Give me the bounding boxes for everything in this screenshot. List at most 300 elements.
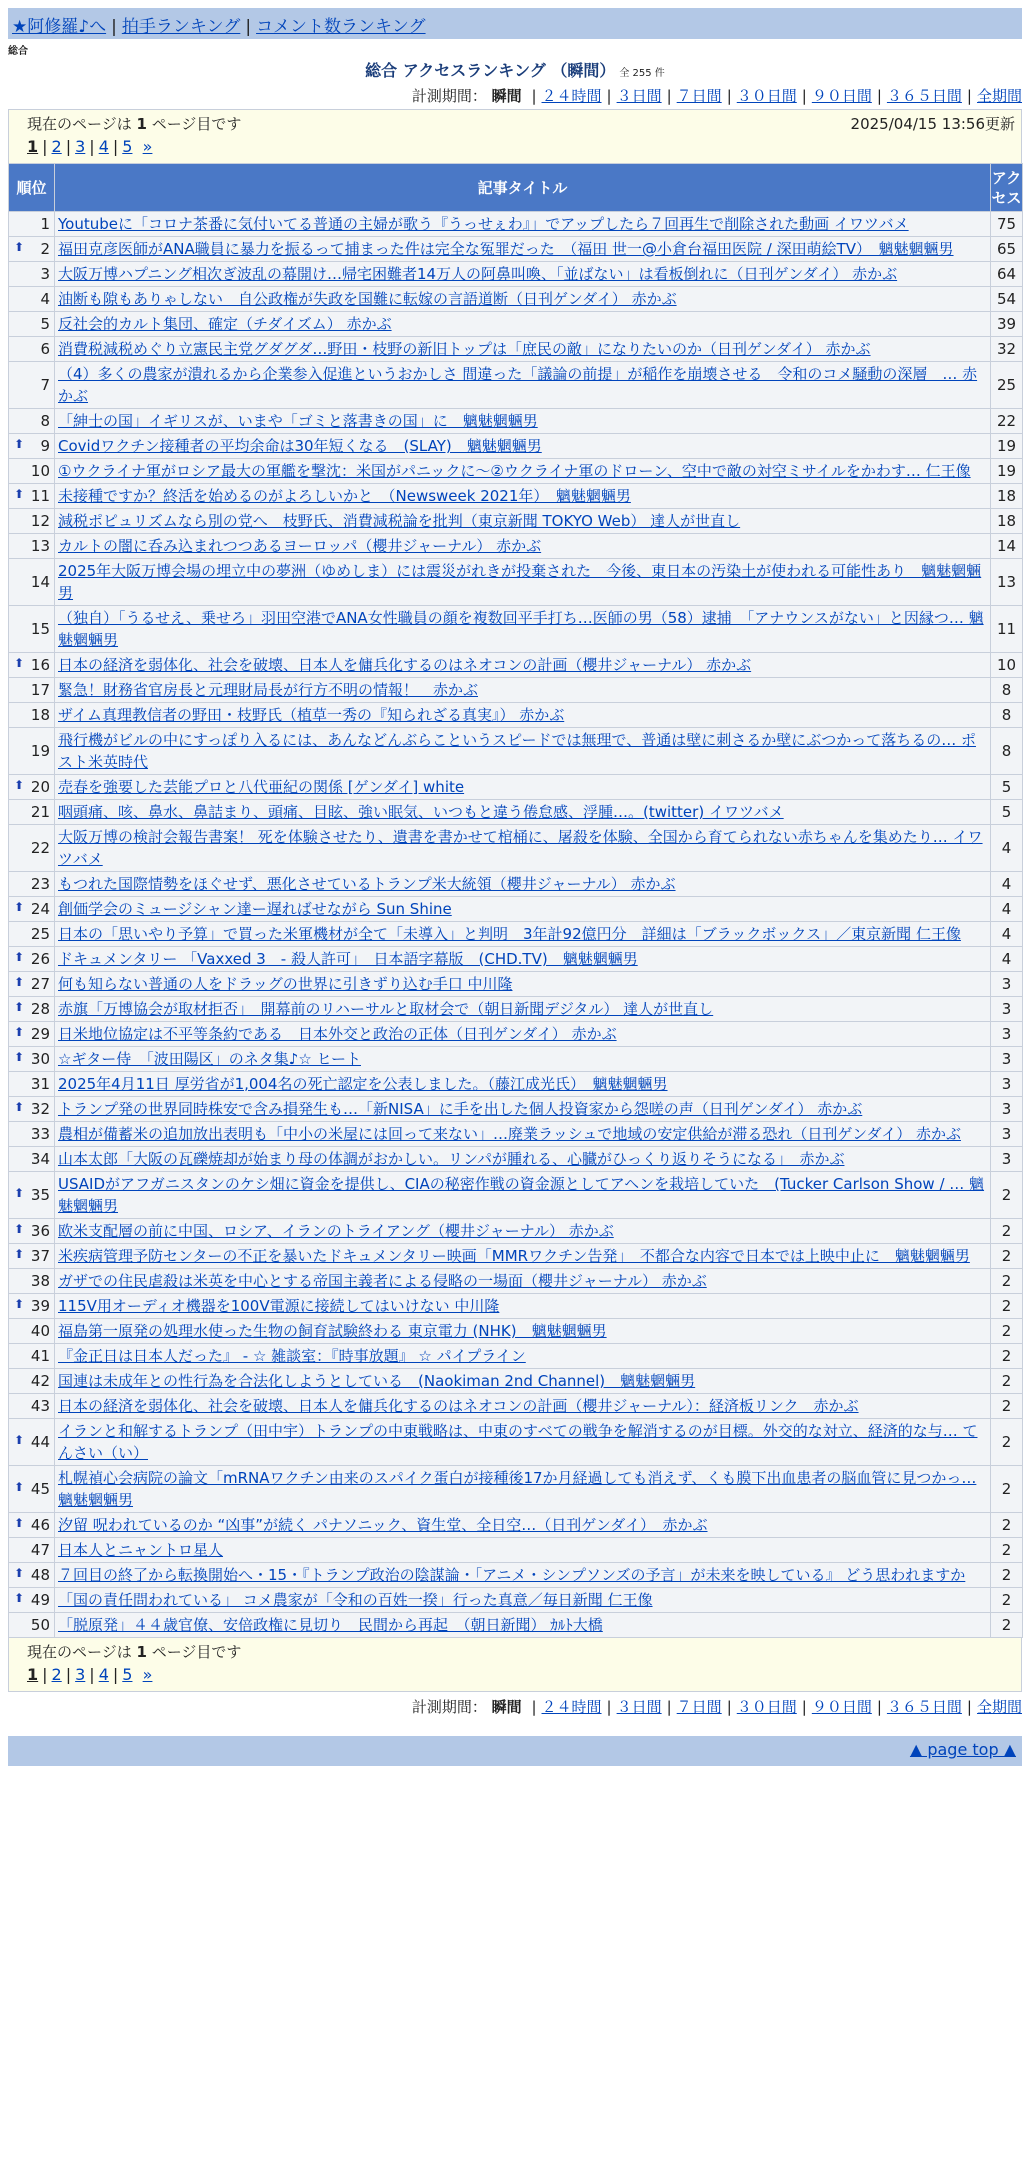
rank-number: 44: [30, 1433, 50, 1451]
up-arrow-icon: ⬆: [14, 950, 25, 964]
rank-number: 32: [30, 1100, 50, 1118]
rank-cell: [9, 1269, 55, 1294]
table-row: [9, 1344, 1023, 1369]
count-cell: 8: [991, 703, 1023, 728]
count-cell: 2: [991, 1613, 1023, 1638]
article-link[interactable]: カルトの闇に呑み込まれつつあるヨーロッパ（櫻井ジャーナル） 赤かぶ: [58, 537, 542, 555]
rank-number: 15: [30, 620, 50, 638]
rank-cell: [9, 872, 55, 897]
ranking-table-body: [9, 212, 1023, 1638]
page-link-2[interactable]: 2: [51, 1665, 62, 1684]
page-link-3[interactable]: 3: [75, 1665, 86, 1684]
title-cell: [55, 1269, 991, 1294]
title-cell: [55, 728, 991, 775]
rank-number: 31: [30, 1075, 50, 1093]
rank-cell: [9, 312, 55, 337]
article-link[interactable]: 減税ポピュリズムなら別の党へ 枝野氏、消費減税論を批判（東京新聞 TOKYO Web） 達人が世直し: [58, 512, 741, 530]
rank-number: 35: [30, 1186, 50, 1204]
count-cell: 2: [991, 1419, 1023, 1466]
rank-number: 34: [30, 1150, 50, 1168]
count-cell: 18: [991, 484, 1023, 509]
page-info-suffix: ページ目です: [146, 115, 242, 133]
table-row: [9, 484, 1023, 509]
title-cell: [55, 212, 991, 237]
table-row: [9, 922, 1023, 947]
rank-cell: [9, 1072, 55, 1097]
section-label: 総合: [8, 46, 28, 57]
count-cell: 3: [991, 1022, 1023, 1047]
count-cell: 54: [991, 287, 1023, 312]
article-link[interactable]: USAIDがアフガニスタンのケシ畑に資金を提供し、CIAの秘密作戦の資金源としてアヘンを栽培していた (Tucker Carlson Show / … 魑魅魍魎男: [58, 1175, 985, 1215]
rank-number: 13: [30, 537, 50, 555]
page-link-5[interactable]: 5: [122, 1665, 133, 1684]
count-cell: 14: [991, 534, 1023, 559]
rank-cell: [9, 287, 55, 312]
page-link-4[interactable]: 4: [98, 1665, 109, 1684]
count-cell: 2: [991, 1588, 1023, 1613]
article-link[interactable]: 反社会的カルト集団、確定（チダイズム） 赤かぶ: [58, 315, 392, 333]
period-link-2[interactable]: ３日間: [616, 87, 662, 105]
article-link[interactable]: ガザでの住民虐殺は米英を中心とする帝国主義者による侵略の一場面（櫻井ジャーナル） 赤かぶ: [58, 1272, 707, 1290]
table-row: [9, 972, 1023, 997]
article-link[interactable]: 売春を強要した芸能プロと八代亜紀の関係 [ゲンダイ] white: [58, 778, 465, 796]
article-link[interactable]: 札幌禎心会病院の論文「mRNAワクチン由来のスパイク蛋白が接種後17か月経過しても消えず、くも膜下出血患者の脳血管に見つかっ… 魑魅魍魎男: [58, 1469, 977, 1509]
count-cell: 75: [991, 212, 1023, 237]
up-arrow-icon: ⬆: [14, 778, 25, 792]
article-link[interactable]: 「脱原発」４４歳官僚、安倍政権に見切り 民間から再起 （朝日新聞） ｶﾙﾄ大橋: [58, 1616, 603, 1634]
table-row: [9, 1147, 1023, 1172]
period-link-4[interactable]: ３０日間: [736, 1698, 797, 1716]
page-link-2[interactable]: 2: [51, 137, 62, 156]
period-separator: |: [606, 87, 612, 105]
pagination-bottom: [27, 1663, 1003, 1687]
article-link[interactable]: 緊急！財務省官房長と元理財局長が行方不明の情報！ 赤かぶ: [58, 681, 479, 699]
rank-cell: [9, 1344, 55, 1369]
article-link[interactable]: 赤旗「万博協会が取材拒否」 開幕前のリハーサルと取材会で（朝日新聞デジタル） 達人が世直し: [58, 1000, 714, 1018]
rank-number: 20: [30, 778, 50, 796]
article-link[interactable]: 何も知らない普通の人をドラッグの世界に引きずり込む手口 中川隆: [58, 975, 513, 993]
count-cell: 64: [991, 262, 1023, 287]
article-link[interactable]: 咽頭痛、咳、鼻水、鼻詰まり、頭痛、目眩、強い眠気、いつもと違う倦怠感、浮腫…。(twitter) イワツバメ: [58, 803, 784, 821]
title-cell: [55, 459, 991, 484]
rank-cell: [9, 800, 55, 825]
rank-number: 29: [30, 1025, 50, 1043]
title-cell: [55, 972, 991, 997]
article-link[interactable]: 福島第一原発の処理水使った生物の飼育試験終わる 東京電力 (NHK) 魑魅魍魎男: [58, 1322, 607, 1340]
count-cell: 2: [991, 1219, 1023, 1244]
table-row: [9, 1369, 1023, 1394]
table-row: [9, 434, 1023, 459]
up-arrow-icon: ⬆: [14, 1025, 25, 1039]
home-link[interactable]: ★阿修羅♪へ: [12, 17, 107, 37]
page-next-link[interactable]: »: [142, 137, 153, 156]
count-cell: 2: [991, 1294, 1023, 1319]
rank-number: 40: [30, 1322, 50, 1340]
table-row: [9, 1244, 1023, 1269]
article-link[interactable]: 『金正日は日本人だった』 - ☆ 雑談室：『時事放題』 ☆ パイプライン: [58, 1347, 526, 1365]
article-link[interactable]: 日本の経済を弱体化、社会を破壊、日本人を傭兵化するのはネオコンの計画（櫻井ジャーナル）：経済板リンク 赤かぶ: [58, 1397, 859, 1415]
title-cell: [55, 825, 991, 872]
rank-cell: [9, 484, 55, 509]
count-cell: 18: [991, 509, 1023, 534]
page-top-link[interactable]: ▲ page top ▲: [909, 1740, 1016, 1759]
rank-number: 2: [40, 240, 50, 258]
article-link[interactable]: 2025年大阪万博会場の埋立中の夢洲（ゆめしま）には震災がれきが投棄された 今後、東日本の汚染土が使われる可能性あり 魑魅魍魎男: [58, 562, 982, 602]
rank-cell: [9, 775, 55, 800]
rank-number: 7: [40, 376, 50, 394]
count-cell: 4: [991, 872, 1023, 897]
rank-number: 45: [30, 1480, 50, 1498]
table-row: [9, 825, 1023, 872]
rank-cell: [9, 1172, 55, 1219]
period-separator: |: [876, 1698, 882, 1716]
rank-number: 14: [30, 573, 50, 591]
table-row: [9, 312, 1023, 337]
table-row: [9, 728, 1023, 775]
period-separator: |: [666, 1698, 672, 1716]
count-cell: 2: [991, 1369, 1023, 1394]
count-cell: 2: [991, 1563, 1023, 1588]
article-link[interactable]: 2025年4月11日 厚労省が1,004名の死亡認定を公表しました。（藤江成光氏） 魑魅魍魎男: [58, 1075, 668, 1093]
rank-cell: [9, 678, 55, 703]
count-cell: 2: [991, 1244, 1023, 1269]
period-link-7[interactable]: 全期間: [976, 1698, 1022, 1716]
period-selector-top: [0, 83, 1030, 109]
count-cell: 2: [991, 1466, 1023, 1513]
table-row: [9, 1538, 1023, 1563]
article-link[interactable]: （4）多くの農家が潰れるから企業参入促進というおかしさ 間違った「議論の前提」が稲作を崩壊させる 令和のコメ騒動の深層 … 赤かぶ: [58, 365, 978, 405]
rank-cell: [9, 947, 55, 972]
article-link[interactable]: ザイム真理教信者の野田・枝野氏（植草一秀の『知られざる真実』） 赤かぶ: [58, 706, 565, 724]
rank-number: 49: [30, 1591, 50, 1609]
table-row: [9, 1072, 1023, 1097]
title-cell: [55, 997, 991, 1022]
rank-cell: [9, 1394, 55, 1419]
article-link[interactable]: 日本の「思いやり予算」で買った米軍機材が全て「未導入」と判明 3年計92億円分 詳細は「ブラックボックス」／東京新聞 仁王像: [58, 925, 961, 943]
period-link-4[interactable]: ３０日間: [736, 87, 797, 105]
pagination-top: [27, 135, 1003, 159]
article-link[interactable]: 日本人とニャントロ星人: [58, 1541, 224, 1559]
top-nav-bar: [8, 8, 1022, 39]
article-link[interactable]: ７回目の終了から転換開始へ・15・『トランプ政治の陰謀論・「アニメ・シンプソンズの予言」が未来を映している』 どう思われますか: [58, 1566, 966, 1584]
period-selector-bottom: [0, 1694, 1030, 1720]
count-cell: 8: [991, 678, 1023, 703]
table-row: [9, 606, 1023, 653]
period-separator: |: [726, 87, 732, 105]
count-cell: 32: [991, 337, 1023, 362]
table-row: [9, 1419, 1023, 1466]
rank-cell: [9, 509, 55, 534]
rank-number: 9: [40, 437, 50, 455]
table-row: [9, 1294, 1023, 1319]
article-link[interactable]: 山本太郎「大阪の瓦礫焼却が始まり母の体調がおかしい。リンパが腫れる、心臓がひっくり返りそうになる」 赤かぶ: [58, 1150, 845, 1168]
page-separator: |: [42, 1665, 48, 1684]
article-link[interactable]: 福田克彦医師がANA職員に暴力を振るって捕まった件は完全な冤罪だった （福田 世一@小倉台福田医院 / 深田萌絵TV） 魑魅魍魎男: [58, 240, 954, 258]
period-link-3[interactable]: ７日間: [676, 1698, 722, 1716]
table-row: [9, 534, 1023, 559]
page-link-5[interactable]: 5: [122, 137, 133, 156]
up-arrow-icon: ⬆: [14, 1100, 25, 1114]
title-header: 記事タイトル: [55, 164, 991, 212]
table-row: [9, 1513, 1023, 1538]
table-row: [9, 872, 1023, 897]
title-cell: [55, 1122, 991, 1147]
rank-number: 50: [30, 1616, 50, 1634]
page-info-prefix: 現在のページは: [27, 115, 137, 133]
rank-cell: [9, 1147, 55, 1172]
article-link[interactable]: もつれた国際情勢をほぐせず、悪化させているトランプ米大統領（櫻井ジャーナル） 赤かぶ: [58, 875, 676, 893]
title-cell: [55, 947, 991, 972]
comment-ranking-link[interactable]: コメント数ランキング: [256, 17, 426, 37]
rank-number: 38: [30, 1272, 50, 1290]
table-row: [9, 1394, 1023, 1419]
table-row: [9, 509, 1023, 534]
period-separator: |: [606, 1698, 612, 1716]
rank-cell: [9, 1419, 55, 1466]
page-separator: |: [42, 137, 48, 156]
rank-number: 22: [30, 839, 50, 857]
article-link[interactable]: 欧米支配層の前に中国、ロシア、イランのトライアング（櫻井ジャーナル） 赤かぶ: [58, 1222, 614, 1240]
count-cell: 3: [991, 972, 1023, 997]
article-link[interactable]: 国連は未成年との性行為を合法化しようとしている (Naokiman 2nd Channel) 魑魅魍魎男: [58, 1372, 696, 1390]
article-link[interactable]: 日米地位協定は不平等条約である 日本外交と政治の正体（日刊ゲンダイ） 赤かぶ: [58, 1025, 617, 1043]
table-row: [9, 678, 1023, 703]
rank-number: 36: [30, 1222, 50, 1240]
rank-number: 10: [30, 462, 50, 480]
count-cell: 3: [991, 1072, 1023, 1097]
article-link[interactable]: 日本の経済を弱体化、社会を破壊、日本人を傭兵化するのはネオコンの計画（櫻井ジャーナル） 赤かぶ: [58, 656, 752, 674]
rank-cell: [9, 559, 55, 606]
period-label: 計測期間：: [411, 1698, 487, 1716]
rank-cell: [9, 1588, 55, 1613]
article-link[interactable]: トランプ発の世界同時株安で含み損発生も…「新NISA」に手を出した個人投資家から怨嗟の声（日刊ゲンダイ） 赤かぶ: [58, 1100, 863, 1118]
article-link[interactable]: 飛行機がビルの中にすっぽり入るには、あんなどんぶらこというスピードでは無理で、普通は壁に刺さるか壁にぶつかって落ちるの… ポスト米英時代: [58, 731, 976, 771]
article-link[interactable]: ☆ギター侍 「波田陽区」のネタ集♪☆ ヒート: [58, 1050, 361, 1068]
page-info-suffix: ページ目です: [146, 1643, 242, 1661]
table-row: [9, 1172, 1023, 1219]
title-cell: [55, 1563, 991, 1588]
count-cell: 19: [991, 459, 1023, 484]
table-row: [9, 409, 1023, 434]
up-arrow-icon: ⬆: [14, 1050, 25, 1064]
period-separator: |: [966, 1698, 972, 1716]
period-link-1[interactable]: ２４時間: [541, 87, 602, 105]
rank-cell: [9, 728, 55, 775]
article-link[interactable]: 「紳士の国」イギリスが、いまや「ゴミと落書きの国」に 魑魅魍魎男: [58, 412, 538, 430]
article-link[interactable]: 「国の責任問われている」 コメ農家が「令和の百姓一揆」行った真意／毎日新聞 仁王像: [58, 1591, 653, 1609]
title-cell: [55, 534, 991, 559]
table-row: [9, 1319, 1023, 1344]
count-cell: 2: [991, 1538, 1023, 1563]
title-cell: [55, 409, 991, 434]
rank-number: 47: [30, 1541, 50, 1559]
count-cell: 25: [991, 362, 1023, 409]
rank-number: 28: [30, 1000, 50, 1018]
period-link-5[interactable]: ９０日間: [811, 1698, 872, 1716]
count-cell: 3: [991, 1047, 1023, 1072]
title-cell: [55, 337, 991, 362]
rank-cell: [9, 703, 55, 728]
page-separator: |: [112, 137, 119, 156]
rank-cell: [9, 534, 55, 559]
article-link[interactable]: ドキュメンタリー 「Vaxxed 3 - 殺人許可」 日本語字幕版 (CHD.TV) 魑魅魍魎男: [58, 950, 638, 968]
page-separator: |: [112, 1665, 119, 1684]
title-cell: [55, 1344, 991, 1369]
rank-cell: [9, 1319, 55, 1344]
rank-number: 41: [30, 1347, 50, 1365]
period-label: 計測期間：: [411, 87, 487, 105]
title-cell: [55, 678, 991, 703]
period-links: [526, 87, 1022, 105]
title-cell: [55, 1294, 991, 1319]
title-cell: [55, 1369, 991, 1394]
table-row: [9, 1047, 1023, 1072]
up-arrow-icon: ⬆: [14, 487, 25, 501]
article-link[interactable]: 消費税減税めぐり立憲民主党グダグダ…野田・枝野の新旧トップは「庶民の敵」になりたいのか（日刊ゲンダイ） 赤かぶ: [58, 340, 871, 358]
page-separator: |: [89, 1665, 95, 1684]
count-cell: 4: [991, 825, 1023, 872]
article-link[interactable]: Covidワクチン接種者の平均余命は30年短くなる (SLAY) 魑魅魍魎男: [58, 437, 542, 455]
count-cell: 39: [991, 312, 1023, 337]
count-cell: 2: [991, 1172, 1023, 1219]
article-link[interactable]: 大阪万博の検討会報告書案！ 死を体験させたり、遺書を書かせて棺桶に、屠殺を体験、全国から育てられない赤ちゃんを集めたり… イワツバメ: [58, 828, 983, 868]
rank-cell: [9, 409, 55, 434]
title-cell: [55, 287, 991, 312]
title-cell: [55, 262, 991, 287]
table-row: [9, 1613, 1023, 1638]
title-cell: [55, 1613, 991, 1638]
up-arrow-icon: ⬆: [14, 1247, 25, 1261]
count-cell: 10: [991, 653, 1023, 678]
page-title-line: [0, 59, 1030, 83]
rank-number: 17: [30, 681, 50, 699]
period-link-2[interactable]: ３日間: [616, 1698, 662, 1716]
title-cell: [55, 775, 991, 800]
article-link[interactable]: 創価学会のミュージシャン達ー遅ればせながら Sun Shine: [58, 900, 452, 918]
rank-cell: [9, 459, 55, 484]
rank-number: 21: [30, 803, 50, 821]
table-row: [9, 1269, 1023, 1294]
title-cell: [55, 1172, 991, 1219]
title-cell: [55, 362, 991, 409]
article-link[interactable]: （独自）「うるせえ、乗せろ」羽田空港でANA女性職員の顔を複数回平手打ち…医師の男（58）逮捕 「アナウンスがない」と因縁つ… 魑魅魍魎男: [58, 609, 984, 649]
rank-cell: [9, 1122, 55, 1147]
period-link-3[interactable]: ７日間: [676, 87, 722, 105]
applause-ranking-link[interactable]: 拍手ランキング: [121, 17, 241, 37]
page-info-number: 1: [136, 115, 147, 133]
article-link[interactable]: 油断も隙もありゃしない 自公政権が失政を国難に転嫁の言語道断（日刊ゲンダイ） 赤かぶ: [58, 290, 677, 308]
count-cell: 3: [991, 1122, 1023, 1147]
ranking-table: [8, 163, 1023, 1638]
title-cell: [55, 653, 991, 678]
table-row: [9, 212, 1023, 237]
rank-number: 12: [30, 512, 50, 530]
footer-bar: [8, 1736, 1022, 1766]
table-row: [9, 703, 1023, 728]
period-link-7[interactable]: 全期間: [976, 87, 1022, 105]
rank-cell: [9, 1294, 55, 1319]
article-link[interactable]: Youtubeに「コロナ茶番に気付いてる普通の主婦が歌う『うっせぇわ』」でアップしたら７回再生で削除された動画 イワツバメ: [58, 215, 909, 233]
title-cell: [55, 897, 991, 922]
article-link[interactable]: ①ウクライナ軍がロシア最大の軍艦を撃沈：米国がパニックに～②ウクライナ軍のドローン、空中で敵の対空ミサイルをかわす… 仁王像: [58, 462, 971, 480]
article-link[interactable]: 大阪万博ハプニング相次ぎ波乱の幕開け…帰宅困難者14万人の阿鼻叫喚、「並ばない」は看板倒れに（日刊ゲンダイ） 赤かぶ: [58, 265, 898, 283]
rank-cell: [9, 237, 55, 262]
count-cell: 2: [991, 1394, 1023, 1419]
table-row: [9, 1022, 1023, 1047]
up-arrow-icon: ⬆: [14, 1222, 25, 1236]
article-link[interactable]: 農相が備蓄米の追加放出表明も「中小の米屋には回って来ない」…廃業ラッシュで地域の安定供給が滞る恐れ（日刊ゲンダイ） 赤かぶ: [58, 1125, 961, 1143]
period-link-5[interactable]: ９０日間: [811, 87, 872, 105]
count-cell: 5: [991, 775, 1023, 800]
table-row: [9, 237, 1023, 262]
page-link-3[interactable]: 3: [75, 137, 86, 156]
table-header-row: [9, 164, 1023, 212]
table-row: [9, 362, 1023, 409]
rank-cell: [9, 922, 55, 947]
rank-number: 26: [30, 950, 50, 968]
period-link-6[interactable]: ３６５日間: [886, 1698, 962, 1716]
count-cell: 11: [991, 606, 1023, 653]
nav-separator: |: [111, 17, 117, 37]
period-link-1[interactable]: ２４時間: [541, 1698, 602, 1716]
article-link[interactable]: イランと和解するトランプ（田中宇）トランプの中東戦略は、中東のすべての戦争を解消するのが目標。外交的な対立、経済的な与… てんさい（い）: [58, 1422, 978, 1462]
rank-cell: [9, 1466, 55, 1513]
title-cell: [55, 1588, 991, 1613]
period-link-6[interactable]: ３６５日間: [886, 87, 962, 105]
rank-cell: [9, 212, 55, 237]
page-link-4[interactable]: 4: [98, 137, 109, 156]
article-link[interactable]: 汐留 呪われているのか “凶事”が続く パナソニック、資生堂、全日空…（日刊ゲンダイ） 赤かぶ: [58, 1516, 708, 1534]
table-row: [9, 775, 1023, 800]
title-cell: [55, 606, 991, 653]
title-cell: [55, 922, 991, 947]
rank-number: 11: [30, 487, 50, 505]
up-arrow-icon: ⬆: [14, 1566, 25, 1580]
article-link[interactable]: 米疾病管理予防センターの不正を暴いたドキュメンタリー映画「MMRワクチン告発」 不都合な内容で日本では上映中止に 魑魅魍魎男: [58, 1247, 970, 1265]
rank-number: 43: [30, 1397, 50, 1415]
up-arrow-icon: ⬆: [14, 1000, 25, 1014]
title-cell: [55, 1419, 991, 1466]
period-separator: |: [876, 87, 882, 105]
table-row: [9, 947, 1023, 972]
rank-number: 5: [40, 315, 50, 333]
title-cell: [55, 1513, 991, 1538]
rank-number: 27: [30, 975, 50, 993]
title-cell: [55, 800, 991, 825]
count-cell: 3: [991, 1147, 1023, 1172]
rank-number: 19: [30, 742, 50, 760]
rank-number: 16: [30, 656, 50, 674]
table-row: [9, 800, 1023, 825]
rank-number: 30: [30, 1050, 50, 1068]
count-cell: 4: [991, 897, 1023, 922]
up-arrow-icon: ⬆: [14, 1433, 25, 1447]
rank-number: 46: [30, 1516, 50, 1534]
article-link[interactable]: 115V用オーディオ機器を100V電源に接続してはいけない 中川隆: [58, 1297, 500, 1315]
up-arrow-icon: ⬆: [14, 975, 25, 989]
page-next-link[interactable]: »: [142, 1665, 153, 1684]
article-link[interactable]: 未接種ですか？終活を始めるのがよろしいかと （Newsweek 2021年） 魑魅魍魎男: [58, 487, 631, 505]
rank-number: 25: [30, 925, 50, 943]
count-cell: 4: [991, 947, 1023, 972]
rank-cell: [9, 825, 55, 872]
rank-number: 18: [30, 706, 50, 724]
period-separator: |: [801, 1698, 807, 1716]
total-count: 全 255 件: [619, 68, 665, 79]
title-cell: [55, 1097, 991, 1122]
count-cell: 2: [991, 1344, 1023, 1369]
rank-cell: [9, 1538, 55, 1563]
